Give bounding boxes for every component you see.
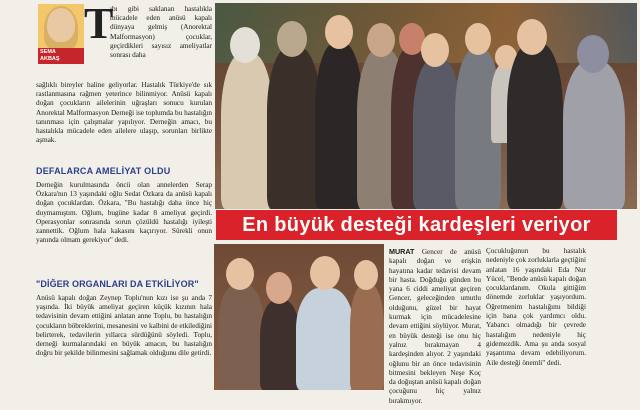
person-6 [413, 59, 461, 209]
bottom-person-3-head [310, 256, 340, 290]
subheading-2: "DİĞER ORGANLARI DA ETKİLİYOR" [36, 279, 199, 289]
person-1 [221, 53, 273, 209]
subheading-1: DEFALARCA AMELİYAT OLDU [36, 166, 171, 176]
person-4-head [367, 23, 395, 57]
author-name-line1: SEMA [40, 49, 56, 55]
paragraph-3: Anüsü kapalı doğan Zeynep Toplu'nun kızı ise şu anda 7 yaşında. İki büyük ameliyat geçiren küçük kızının hala tedavisinin devam ettiğini anlatan anne Toplu, bu hastalığın çocukların böbreklerini, mesanesini ve kalbini de etkilediğini belirterek, tedavilerin yıllarca sürdüğünü söyledi. Toplu, derneği kurmalarındaki en büyük amacın, bu hastalığın doğru bir şekilde bilinmesini sağlamak olduğunu dile getirdi. [36, 293, 212, 358]
bottom-person-3 [296, 288, 354, 390]
headline: En büyük desteği kardeşleri veriyor [216, 210, 617, 240]
person-8-head [517, 19, 547, 55]
family-photo [214, 244, 384, 390]
person-2-head [277, 21, 307, 57]
person-3 [315, 43, 363, 209]
middle-text: Gencer de anüsü kapalı doğan ve erişkin hayatına kadar tedavisi devam bir hasta. Doğduğu günden bu yana 6 ciddi ameliyat geçiren Gencer, geleceğinden umutlu olduğunu, güzel bir hayat kurmak için mücadelesine devam ettiğini söylüyor. Murat, en büyük desteği ise onu hiç yalnız bırakmayan 4 kardeşinden alıyor. 2 yaşındaki oğlunu bir an önce tedavisinin bitmesini bekleyen Neşe Koç da doğuştan anüsü kapalı doğan çocuğunu hiç yalnız bırakmıyor. [389, 248, 481, 405]
person-1-head [230, 27, 260, 63]
bottom-person-1 [218, 284, 264, 390]
page-edge-fade [590, 244, 640, 410]
person-8 [507, 43, 563, 209]
article-left-column [36, 0, 212, 406]
group-photo [215, 3, 637, 209]
person-9-head [577, 35, 609, 73]
article-middle-column [389, 247, 481, 405]
person-2 [267, 47, 321, 209]
bottom-person-4-head [354, 260, 378, 290]
person-9 [563, 61, 625, 209]
article-right-column [486, 247, 586, 397]
author-name-line2: AKBAŞ [40, 56, 60, 62]
paragraph-2: Derneğin kurulmasında öncü olan annelerden Serap Özkara'nın 13 yaşındaki oğlu Sedat Özkara da anüsü kapalı doğan çocuklardan. Özkara, "Bu hastalığı daha önce hiç duymamıştım. Oğlum, bugüne kadar 8 ameliyat geçirdi. Operasyonlar sonrasında sorun çözüldü hastalığı iyileşti zannettik. Oğlum hala kakasını kaçırıyor. Sürekli onun yanında olmam gerekiyor" dedi. [36, 180, 212, 245]
lead-paragraph: ıbı gibi saklanan hastalıkla mücadele eden anüsü kapalı dünyaya gelmiş (Anorektal Malformasyon) çocuklar, geçirdikleri sayısız ameliyatlar sonrası daha [110, 4, 212, 60]
person-7-head [465, 23, 491, 55]
person-6-head [421, 33, 449, 67]
lead-paragraph-continued: sağlıklı bireyler haline geliyorlar. Hastalık Türkiye'de sık rastlanmasına rağmen yeterince bilinmiyor. Anüsü kapalı doğan çocukların ailelerinin uğraşları sonucu kurulan Anorektal Malformasyon Derneği ise toplumda bu hastalığın tanınması için çalışmalar yapılıyor. Derneğin amacı, bu hastalıkla mücadele eden ailelere ulaşıp, sorunları birlikte aşmak. [36, 80, 212, 145]
right-paragraph: Çocukluğunun bu hastalık nedeniyle çok zorluklarla geçtiğini anlatan 16 yaşındaki Eda Nur Yücel, "Bende anüsü kapalı doğan çocuklardanım. Okula gittiğim dönemde zorluklar yaşıyordum. Öğretmenim hastalığımı bildiği için bana çok yardımcı oldu. Yabancı olmadığı bir çevrede hastalığım nedeniyle hiç gidemezdik. Ama şu anda sosyal yaşantıma devam edebiliyorum. Aile desteği önemli" dedi. [486, 247, 586, 367]
bottom-person-4 [350, 284, 384, 390]
bottom-person-2 [260, 300, 300, 390]
middle-lead-name: MURAT [389, 247, 415, 256]
bottom-person-2-head [266, 272, 292, 304]
drop-cap: T [84, 0, 114, 48]
person-3-head [325, 15, 353, 49]
bottom-person-1-head [226, 258, 254, 290]
middle-paragraph [389, 247, 481, 406]
